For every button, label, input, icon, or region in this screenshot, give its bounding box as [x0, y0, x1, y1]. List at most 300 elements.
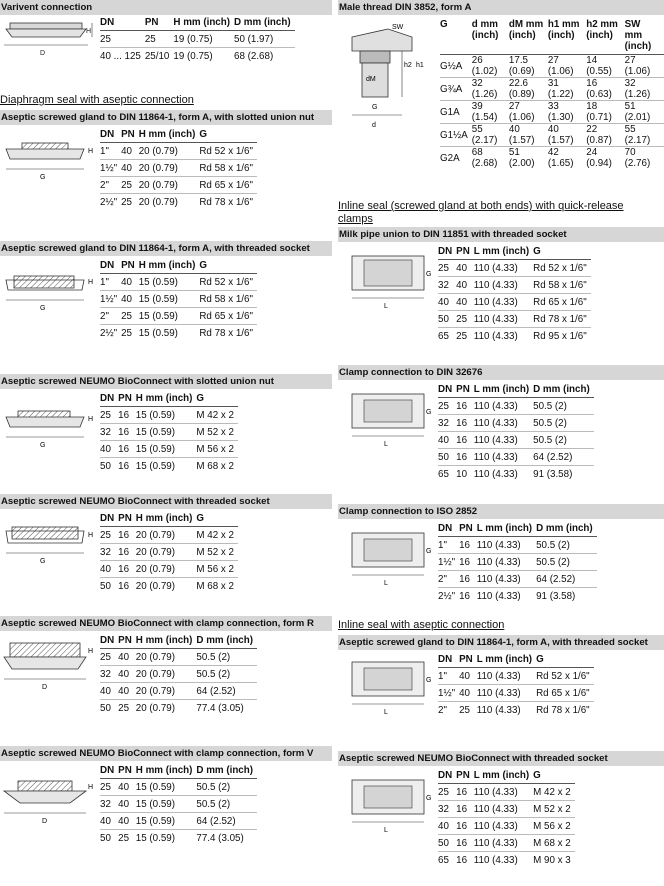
table-cell: 16 [118, 578, 136, 595]
section-title: Aseptic screwed gland to DIN 11864-1, form A, with threaded socket [0, 241, 332, 256]
section-title: Aseptic screwed NEUMO BioConnect with clamp connection, form R [0, 616, 332, 631]
table-cell: 16 [456, 398, 474, 415]
table-cell: 40 [118, 779, 136, 796]
neumo-clamp-v-diagram [0, 761, 96, 841]
table-row [438, 466, 594, 483]
table-cell: 25 [145, 31, 174, 48]
table-cell: 110 (4.33) [474, 818, 533, 835]
table-cell: 25 [100, 779, 118, 796]
table-cell: 25 [438, 784, 456, 801]
table-cell: 15 (0.59) [136, 407, 197, 424]
table-cell: 32 [100, 424, 118, 441]
table-cell: 50 [438, 449, 456, 466]
table-cell: 25 [100, 407, 118, 424]
table-cell: 1½" [438, 685, 459, 702]
column-header: dM mm (inch) [508, 19, 544, 41]
column-header: G [196, 393, 205, 404]
table-header-row [438, 384, 594, 398]
group-heading-quick-release: Inline seal (screwed gland at both ends) with quick-release clamps [338, 200, 624, 225]
section-male-thread [338, 0, 664, 195]
table-cell: M 68 x 2 [196, 578, 238, 595]
column-header: G [199, 129, 207, 140]
inline-neumo-diagram [338, 766, 434, 846]
table-cell: 110 (4.33) [474, 835, 533, 852]
table-cell: 15 (0.59) [136, 813, 197, 830]
dim-d-label: D [40, 50, 46, 57]
section-clamp-din32676 [338, 365, 664, 500]
table-cell: 51 (2.01) [625, 101, 664, 124]
table-cell: 50.5 (2) [536, 537, 597, 554]
table-cell: 2½" [100, 325, 121, 342]
table-row [438, 668, 594, 685]
dim-h-label: H [88, 532, 94, 539]
clamp-iso-diagram [338, 519, 434, 599]
table-row [100, 458, 238, 475]
column-header: G [196, 513, 205, 524]
table-cell: Rd 78 x 1/6" [199, 194, 257, 211]
dim-g-label: G [426, 409, 432, 416]
table-cell: 64 (2.52) [196, 813, 257, 830]
section-neumo-clamp-v [0, 746, 332, 866]
dim-d-label: D [42, 684, 48, 691]
section-milk-pipe [338, 227, 664, 367]
table-cell: 20 (0.79) [136, 561, 197, 578]
section-title: Clamp connection to ISO 2852 [338, 504, 664, 519]
table-cell: Rd 78 x 1/6" [533, 311, 591, 328]
table-cell: 110 (4.33) [477, 702, 536, 719]
section-title: Milk pipe union to DIN 11851 with threaded socket [338, 227, 664, 242]
dim-h-label: H [88, 148, 94, 155]
dim-h-label: H [88, 648, 94, 655]
table-row [438, 835, 575, 852]
column-header: PN [459, 523, 473, 534]
table-cell: Rd 58 x 1/6" [199, 160, 257, 177]
table-cell: G1A [440, 101, 472, 124]
table-cell: Rd 52 x 1/6" [536, 668, 594, 685]
table-cell: 40 [438, 818, 456, 835]
table-cell: 40 [118, 649, 136, 666]
table-cell: 33 (1.30) [548, 101, 586, 124]
table-cell: M 56 x 2 [196, 561, 238, 578]
table-cell: 25 [438, 260, 456, 277]
table-row [438, 432, 594, 449]
table-cell: 110 (4.33) [474, 328, 533, 345]
table-cell: 40 [100, 813, 118, 830]
inline-gland-diagram [338, 650, 434, 730]
section-title: Clamp connection to DIN 32676 [338, 365, 664, 380]
table-cell: 25 [100, 31, 145, 48]
neumo-slotted-diagram [0, 389, 96, 469]
table-cell: 32 [438, 277, 456, 294]
table-row [100, 325, 257, 342]
table-cell: 15 (0.59) [139, 291, 200, 308]
table-cell: G¾A [440, 78, 472, 101]
table-row [100, 779, 257, 796]
table-row [438, 852, 575, 869]
table-cell: 40 [118, 796, 136, 813]
column-header: PN [118, 765, 132, 776]
column-header: DN [100, 129, 115, 140]
table-row [100, 649, 257, 666]
table-cell: 65 [438, 852, 456, 869]
table-row [100, 160, 257, 177]
table-row [100, 544, 238, 561]
table-cell: 50.5 (2) [196, 649, 257, 666]
table-cell: 50.5 (2) [533, 398, 594, 415]
dim-l-label: L [384, 441, 388, 448]
table-header-row [100, 260, 257, 274]
column-header: H mm (inch) [138, 129, 196, 140]
table-cell: 1" [100, 274, 121, 291]
section-title: Varivent connection [0, 0, 332, 15]
column-header: PN [459, 654, 473, 665]
dim-h-label: H [88, 279, 94, 286]
table-cell: 20 (0.79) [139, 143, 200, 160]
table-cell: 110 (4.33) [477, 537, 536, 554]
dim-h-label: H [86, 28, 92, 35]
table-cell: 15 (0.59) [136, 424, 197, 441]
table-cell: 110 (4.33) [477, 588, 536, 605]
table-cell: 110 (4.33) [474, 415, 533, 432]
varivent-diagram [0, 15, 96, 95]
table-cell: 110 (4.33) [477, 554, 536, 571]
table-cell: Rd 78 x 1/6" [536, 702, 594, 719]
dim-g-label: G [40, 305, 46, 312]
table-cell: 16 [459, 537, 477, 554]
section-inline-neumo [338, 751, 664, 886]
table-cell: 42 (1.65) [548, 147, 586, 170]
table-cell: 1½" [438, 554, 459, 571]
table-cell: 110 (4.33) [477, 685, 536, 702]
table-cell: 1" [100, 143, 121, 160]
table-cell: 40 [438, 432, 456, 449]
table-cell: 110 (4.33) [474, 260, 533, 277]
table-row [438, 294, 591, 311]
table-cell: 20 (0.79) [136, 578, 197, 595]
table-header-row [100, 393, 238, 407]
table-row [100, 407, 238, 424]
table-row [100, 700, 257, 717]
column-header: PN [456, 770, 470, 781]
table-cell: 25 [121, 194, 139, 211]
neumo-clamp-r-diagram [0, 631, 96, 711]
table-cell: 40 (1.57) [509, 124, 548, 147]
column-header: DN [100, 765, 115, 776]
neumo-slotted-table [100, 393, 238, 474]
column-header: SW mm (inch) [624, 19, 652, 52]
milk-pipe-diagram [338, 242, 434, 322]
column-header: H mm (inch) [135, 635, 193, 646]
section-title: Male thread DIN 3852, form A [338, 0, 664, 15]
table-cell: 22.6 (0.89) [509, 78, 548, 101]
table-cell: 15 (0.59) [139, 325, 200, 342]
table-header-row [100, 635, 257, 649]
table-cell: 25 [100, 527, 118, 544]
column-header: DN [438, 770, 453, 781]
column-header: D mm (inch) [533, 384, 590, 395]
table-cell: 27 (1.06) [548, 55, 586, 78]
table-cell: 50 [100, 458, 118, 475]
table-row [438, 801, 575, 818]
dim-g-label: G [426, 548, 432, 555]
table-cell: 2½" [100, 194, 121, 211]
column-header: H mm (inch) [138, 260, 196, 271]
table-cell: 50 [100, 578, 118, 595]
table-cell: 51 (2.00) [509, 147, 548, 170]
table-cell: 16 (0.63) [586, 78, 624, 101]
table-cell: 31 (1.22) [548, 78, 586, 101]
group-heading-diaphragm: Diaphragm seal with aseptic connection [0, 94, 194, 106]
table-cell: 40 [100, 561, 118, 578]
table-row [100, 527, 238, 544]
column-header: h1 mm (inch) [547, 19, 580, 41]
table-cell: 110 (4.33) [474, 294, 533, 311]
table-cell: 110 (4.33) [474, 432, 533, 449]
column-header: G [533, 246, 541, 257]
varivent-table [100, 17, 295, 64]
table-cell: 25 [118, 700, 136, 717]
table-cell: 20 (0.79) [136, 649, 197, 666]
table-cell: 27 (1.06) [625, 55, 664, 78]
table-row [100, 274, 257, 291]
section-title: Aseptic screwed NEUMO BioConnect with threaded socket [338, 751, 664, 766]
table-cell: Rd 78 x 1/6" [199, 325, 257, 342]
male-thread-table [440, 19, 664, 169]
table-row [100, 291, 257, 308]
neumo-clamp-r-table [100, 635, 257, 716]
table-cell: 91 (3.58) [533, 466, 594, 483]
dim-h1-label: h1 [416, 62, 424, 69]
table-cell: 25 [100, 649, 118, 666]
table-row [438, 449, 594, 466]
table-cell: 1½" [100, 160, 121, 177]
column-header: PN [118, 513, 132, 524]
table-cell: 64 (2.52) [536, 571, 597, 588]
table-cell: 32 [100, 544, 118, 561]
table-cell: Rd 65 x 1/6" [533, 294, 591, 311]
table-cell: 19 (0.75) [173, 31, 234, 48]
table-cell: Rd 52 x 1/6" [199, 143, 257, 160]
table-cell: 68 (2.68) [472, 147, 509, 170]
dim-l-label: L [384, 580, 388, 587]
dim-g-label: G [40, 558, 46, 565]
table-cell: Rd 58 x 1/6" [533, 277, 591, 294]
table-cell: 50.5 (2) [533, 432, 594, 449]
section-varivent [0, 0, 332, 90]
column-header: G [440, 19, 448, 30]
table-header-row [440, 19, 664, 55]
clamp-din-table [438, 384, 594, 482]
table-cell: 20 (0.79) [136, 683, 197, 700]
table-row [100, 31, 295, 48]
table-cell: Rd 65 x 1/6" [199, 177, 257, 194]
table-cell: 50 (1.97) [234, 31, 295, 48]
table-cell: 16 [456, 415, 474, 432]
table-row [438, 784, 575, 801]
table-row [100, 441, 238, 458]
table-row [438, 260, 591, 277]
table-cell: 110 (4.33) [474, 852, 533, 869]
table-row [100, 308, 257, 325]
table-cell: 20 (0.79) [139, 194, 200, 211]
table-cell: 50 [438, 835, 456, 852]
table-row [100, 194, 257, 211]
table-cell: 25 [456, 311, 474, 328]
table-cell: 2" [100, 177, 121, 194]
table-cell: 40 [121, 291, 139, 308]
table-cell: 1" [438, 668, 459, 685]
table-cell: 2½" [438, 588, 459, 605]
table-cell: Rd 65 x 1/6" [536, 685, 594, 702]
table-cell: 40 [100, 441, 118, 458]
table-header-row [100, 765, 257, 779]
table-cell: 50.5 (2) [196, 779, 257, 796]
column-header: H mm (inch) [135, 393, 193, 404]
table-cell: 50.5 (2) [196, 666, 257, 683]
table-cell: 19 (0.75) [173, 48, 234, 65]
table-cell: 65 [438, 466, 456, 483]
table-cell: 20 (0.79) [136, 666, 197, 683]
column-header: H mm (inch) [135, 513, 193, 524]
table-cell: 16 [456, 852, 474, 869]
section-neumo-clamp-r [0, 616, 332, 736]
column-header: PN [456, 246, 470, 257]
table-cell: 40 [118, 813, 136, 830]
column-header: DN [438, 246, 453, 257]
table-row [438, 311, 591, 328]
table-cell: 110 (4.33) [474, 311, 533, 328]
column-header: L mm (inch) [476, 523, 533, 534]
table-cell: G½A [440, 55, 472, 78]
table-cell: 40 (1.57) [548, 124, 586, 147]
table-cell: 18 (0.71) [586, 101, 624, 124]
dim-g-label: G [40, 442, 46, 449]
table-cell: 50 [100, 830, 118, 847]
table-row [100, 830, 257, 847]
table-cell: M 42 x 2 [196, 527, 238, 544]
table-cell: 25 [438, 398, 456, 415]
section-title: Aseptic screwed gland to DIN 11864-1, form A, with slotted union nut [0, 110, 332, 125]
column-header: PN [121, 260, 135, 271]
inline-gland-table [438, 654, 594, 718]
table-cell: 15 (0.59) [136, 441, 197, 458]
table-cell: 20 (0.79) [136, 700, 197, 717]
table-row [438, 554, 597, 571]
table-header-row [100, 129, 257, 143]
column-header: h2 mm (inch) [586, 19, 618, 41]
table-cell: 15 (0.59) [136, 796, 197, 813]
table-cell: 16 [118, 424, 136, 441]
table-cell: 16 [456, 784, 474, 801]
table-cell: 16 [118, 458, 136, 475]
table-cell: M 52 x 2 [196, 424, 238, 441]
column-header: PN [456, 384, 470, 395]
table-cell: 26 (1.02) [472, 55, 509, 78]
table-header-row [438, 246, 591, 260]
table-cell: 50.5 (2) [533, 415, 594, 432]
table-header-row [438, 523, 597, 537]
table-cell: 16 [459, 571, 477, 588]
section-threaded-socket [0, 241, 332, 356]
table-cell: 39 (1.54) [472, 101, 509, 124]
inline-neumo-table [438, 770, 575, 868]
table-cell: Rd 95 x 1/6" [533, 328, 591, 345]
table-cell: 1" [438, 537, 459, 554]
gland-diagram [0, 125, 96, 205]
table-row [100, 177, 257, 194]
section-title: Aseptic screwed NEUMO BioConnect with clamp connection, form V [0, 746, 332, 761]
neumo-threaded-diagram [0, 509, 96, 589]
table-cell: 40 [459, 685, 477, 702]
table-cell: M 68 x 2 [533, 835, 575, 852]
table-cell: G1½A [440, 124, 472, 147]
table-cell: 40 [118, 666, 136, 683]
table-header-row [100, 17, 295, 31]
column-header: DN [100, 513, 115, 524]
section-title: Aseptic screwed gland to DIN 11864-1, form A, with threaded socket [338, 635, 664, 650]
dim-g-label: G [40, 174, 46, 181]
table-cell: M 52 x 2 [196, 544, 238, 561]
table-cell: 17.5 (0.69) [509, 55, 548, 78]
section-clamp-iso2852 [338, 504, 664, 624]
table-row [438, 398, 594, 415]
table-header-row [438, 770, 575, 784]
table-cell: 40 [121, 160, 139, 177]
dim-dm-label: dM [366, 76, 376, 83]
table-cell: 16 [118, 527, 136, 544]
table-cell: 110 (4.33) [477, 571, 536, 588]
table-cell: 64 (2.52) [533, 449, 594, 466]
table-cell: 25 [456, 328, 474, 345]
table-row [438, 588, 597, 605]
table-row [438, 571, 597, 588]
section-slotted-union-nut [0, 110, 332, 230]
table-row [100, 813, 257, 830]
section-neumo-threaded [0, 494, 332, 609]
table-cell: 25/10 [145, 48, 174, 65]
group-heading-inline-aseptic: Inline seal with aseptic connection [338, 619, 505, 631]
table-cell: 25 [459, 702, 477, 719]
table-cell: 16 [118, 407, 136, 424]
clamp-din-diagram [338, 380, 434, 460]
table-cell: 20 (0.79) [136, 544, 197, 561]
table-cell: 64 (2.52) [196, 683, 257, 700]
table-cell: 16 [456, 432, 474, 449]
dim-d-label: D [42, 818, 48, 825]
table-cell: 110 (4.33) [474, 277, 533, 294]
table-cell: 110 (4.33) [474, 801, 533, 818]
table-cell: 2" [438, 702, 459, 719]
column-header: L mm (inch) [473, 770, 530, 781]
dim-g-label: G [426, 795, 432, 802]
dim-h2-label: h2 [404, 62, 412, 69]
table-row [100, 578, 238, 595]
table-cell: 40 [456, 294, 474, 311]
table-row [440, 147, 664, 170]
table-row [100, 48, 295, 65]
table-row [100, 424, 238, 441]
table-cell: 24 (0.94) [586, 147, 624, 170]
table-row [438, 328, 591, 345]
table-cell: 32 [100, 666, 118, 683]
table-cell: 110 (4.33) [477, 668, 536, 685]
column-header: D mm (inch) [536, 523, 593, 534]
table-cell: 55 (2.17) [625, 124, 664, 147]
section-inline-gland [338, 635, 664, 750]
table-row [100, 143, 257, 160]
table-cell: 16 [456, 449, 474, 466]
dim-g-label: G [426, 271, 432, 278]
